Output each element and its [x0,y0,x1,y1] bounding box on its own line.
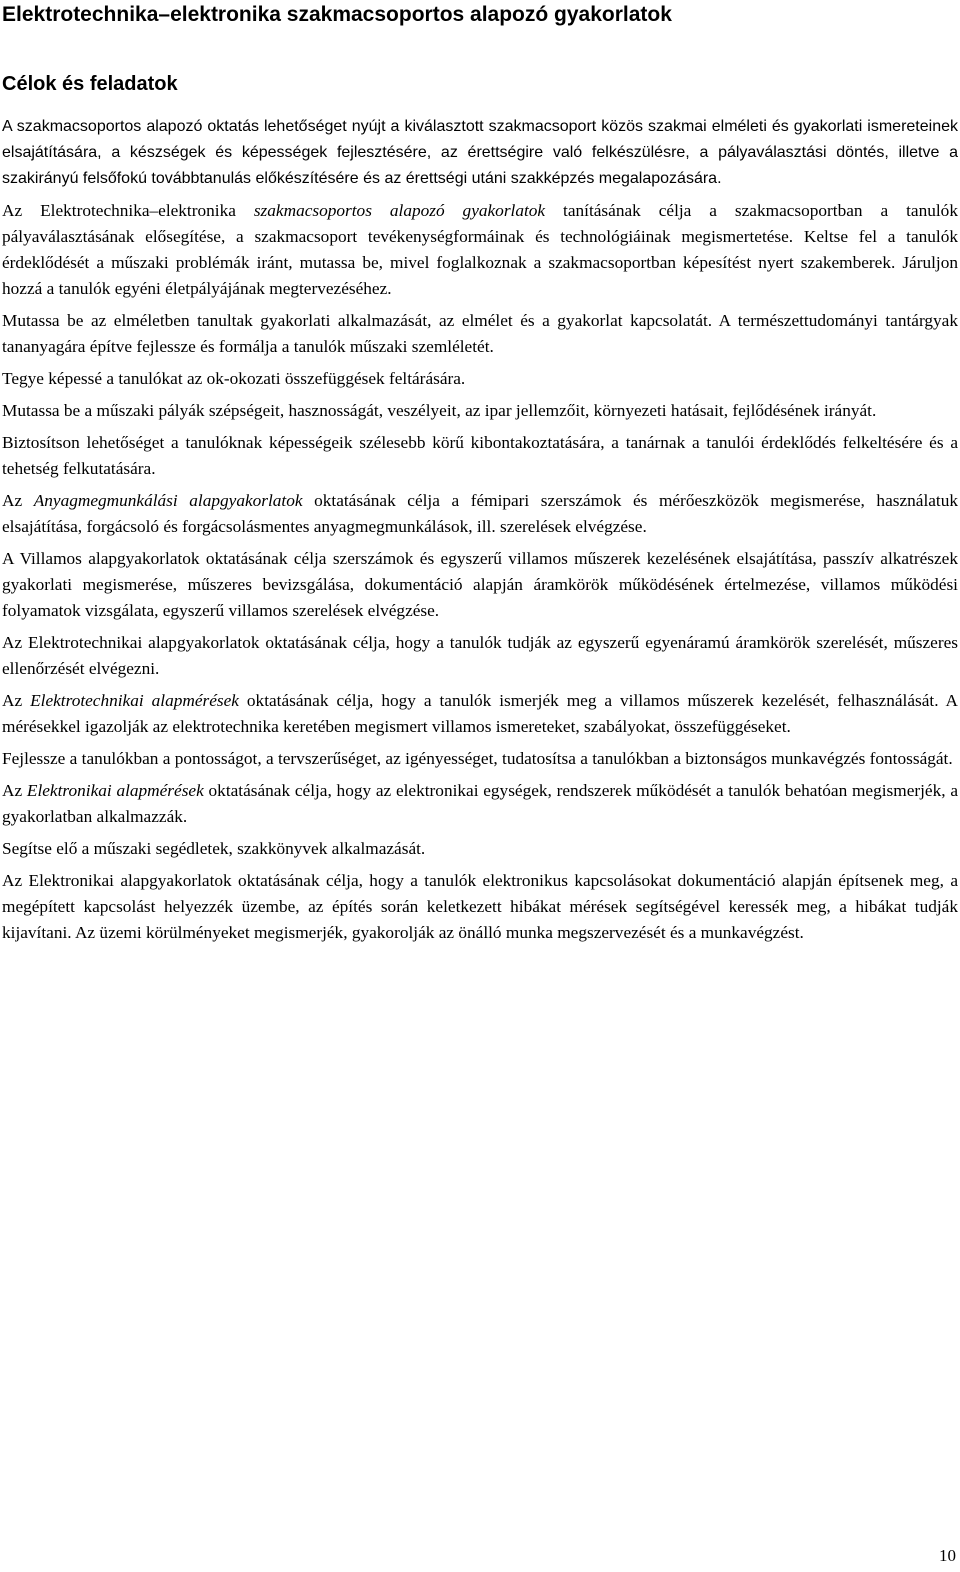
paragraph-electrotechnical-basics: Az Elektrotechnikai alapgyakorlatok oktatásának célja, hogy a tanulók tudják az egyszerű egyenáramú áramkörök szerelését, műszeres ellenőrzését elvégezni. [2,633,958,678]
paragraph-material-emphasis: Anyagmegmunkálási alapgyakorlatok [33,491,303,510]
paragraph-electronic-lead: Az [2,781,27,800]
paragraph-careers: Mutassa be a műszaki pályák szépségeit, hasznosságát, veszélyeit, az ipar jellemzőit, környezeti hatásait, fejlődésének irányát. [2,401,877,420]
paragraph-theory-practice: Mutassa be az elméletben tanultak gyakorlati alkalmazását, az elmélet és a gyakorlat kapcsolatát. A természettudományi tantárgyak tananyagára építve fejlessze és formálja a tanulók műszaki szemléletét. [2,311,958,356]
paragraph-intro: A szakmacsoportos alapozó oktatás lehetőséget nyújt a kiválasztott szakmacsoport közös szakmai elméleti és gyakorlati ismereteinek elsajátítására, a készségek és képességek fejlesztésére, az érettségire való felkészülésre, a pályaválasztási döntés, illetve a szakirányú felsőfokú továbbtanulás előkészítésére és az érettségi utáni szakképzés megalapozására. [2,118,958,187]
paragraph-material-lead: Az [2,491,34,510]
paragraph-talent: Biztosítson lehetőséget a tanulóknak képességeik szélesebb körű kibontakoztatására, a tanárnak a tanulói érdeklődés felkeltésére és a tehetség felkutatására. [2,433,958,478]
paragraph-electronic-rest: oktatásának célja, hogy az elektronikai egységek, rendszerek működését a tanulók behatóan megismerjék, a gyakorlatban alkalmazzák. [2,781,958,826]
paragraph-goal [2,198,958,302]
paragraph-measurements-rest: oktatásának célja, hogy a tanulók ismerjék meg a villamos műszerek kezelését, felhasználását. A mérésekkel igazolják az elektrotechnika keretében megismert villamos ismereteket, szabályokat, összefüggéseket. [2,691,958,736]
page-number: 10 [939,1546,956,1565]
section-heading: Célok és feladatok [2,73,178,95]
paragraph-measurements-lead: Az [2,691,31,710]
paragraph-goal-emphasis: szakmacsoportos alapozó gyakorlatok [253,201,546,220]
paragraph-measurements-emphasis: Elektrotechnikai alapmérések [30,691,239,710]
paragraph-manuals: Segítse elő a műszaki segédletek, szakkönyvek alkalmazását. [2,839,426,858]
paragraph-precision: Fejlessze a tanulókban a pontosságot, a tervszerűséget, az igényességet, tudatosítsa a tanulókban a biztonságos munkavégzés fontosságát. [2,749,953,768]
paragraph-material-processing [2,488,958,540]
paragraph-electronic-measurements [2,778,958,830]
paragraph-electronic-basics: Az Elektronikai alapgyakorlatok oktatásának célja, hogy a tanulók elektronikus kapcsolásokat dokumentáció alapján építsenek meg, a megépített kapcsolást helyezzék üzembe, az építés során keletkezett hibákat mérések segítségével keressék meg, a hibákat tudják kijavítani. Az üzemi körülményeket megismerjék, gyakorolják az önálló munka megszervezését és a munkavégzést. [2,871,958,942]
paragraph-material-rest: oktatásának célja a fémipari szerszámok és mérőeszközök megismerése, használatuk elsajátítása, forgácsoló és forgácsolásmentes anyagmegmunkálások, ill. szerelések elvégzése. [2,491,958,536]
document-title: Elektrotechnika–elektronika szakmacsoportos alapozó gyakorlatok [2,3,672,26]
paragraph-goal-rest: tanításának célja a szakmacsoportban a tanulók pályaválasztásának elősegítése, a szakmacsoport tevékenységformáinak és technológiáinak megismertetése. Keltse fel a tanulók érdeklődését a műszaki problémák iránt, mutassa be, mivel foglalkoznak a szakmacsoportban képesítést nyert szakemberek. Járuljon hozzá a tanulók egyéni életpályájának megtervezéséhez. [2,201,958,298]
paragraph-electrical-basics: A Villamos alapgyakorlatok oktatásának célja szerszámok és egyszerű villamos műszerek kezelésének elsajátítása, passzív alkatrészek gyakorlati megismerése, műszeres bevizsgálása, dokumentáció alapján áramkörök működésének értelmezése, villamos működési folyamatok vizsgálata, egyszerű villamos szerelések elvégzése. [2,549,958,620]
paragraph-electrotechnical-measurements [2,688,958,740]
paragraph-electronic-emphasis: Elektronikai alapmérések [26,781,204,800]
paragraph-cause-effect: Tegye képessé a tanulókat az ok-okozati összefüggések feltárására. [2,369,466,388]
paragraph-goal-lead: Az Elektrotechnika–elektronika [2,201,254,220]
